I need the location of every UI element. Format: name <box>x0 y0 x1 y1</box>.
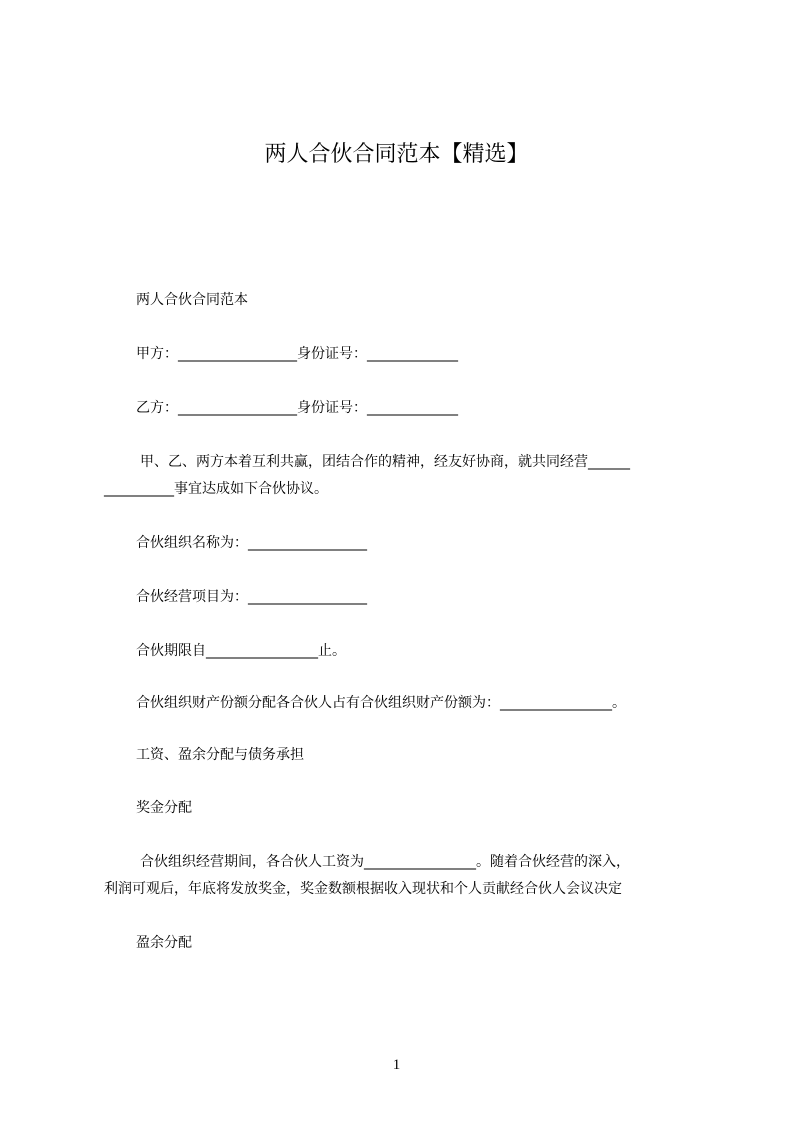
preamble-line-2: __________事宜达成如下合伙协议。 <box>104 481 328 497</box>
section-heading-surplus: 盈余分配 <box>136 935 192 951</box>
paragraph-heading: 两人合伙合同范本 <box>136 292 248 308</box>
bonus-line-1: 合伙组织经营期间，各合伙人工资为________________。随着合伙经营的深入， <box>140 854 630 870</box>
preamble-line-1: 甲、乙、两方本着互利共赢，团结合作的精神，经友好协商，就共同经营______ <box>140 454 630 470</box>
bonus-line-2: 利润可观后，年底将发放奖金，奖金数额根据收入现状和个人贡献经合伙人会议决定 <box>104 881 622 897</box>
term-line: 合伙期限自________________止。 <box>136 643 346 659</box>
section-heading-wages: 工资、盈余分配与债务承担 <box>136 747 304 763</box>
partnership-name-line: 合伙组织名称为：_________________ <box>136 535 367 551</box>
section-heading-bonus: 奖金分配 <box>136 800 192 816</box>
party-a-line: 甲方：_________________身份证号：_____________ <box>136 346 458 362</box>
page-number: 1 <box>392 1057 401 1073</box>
business-scope-line: 合伙经营项目为：_________________ <box>136 589 367 605</box>
property-share-line: 合伙组织财产份额分配各合伙人占有合伙组织财产份额为：________________。 <box>136 695 626 711</box>
party-b-line: 乙方：_________________身份证号：_____________ <box>136 400 458 416</box>
page-title: 两人合伙合同范本【精选】 <box>264 142 529 167</box>
